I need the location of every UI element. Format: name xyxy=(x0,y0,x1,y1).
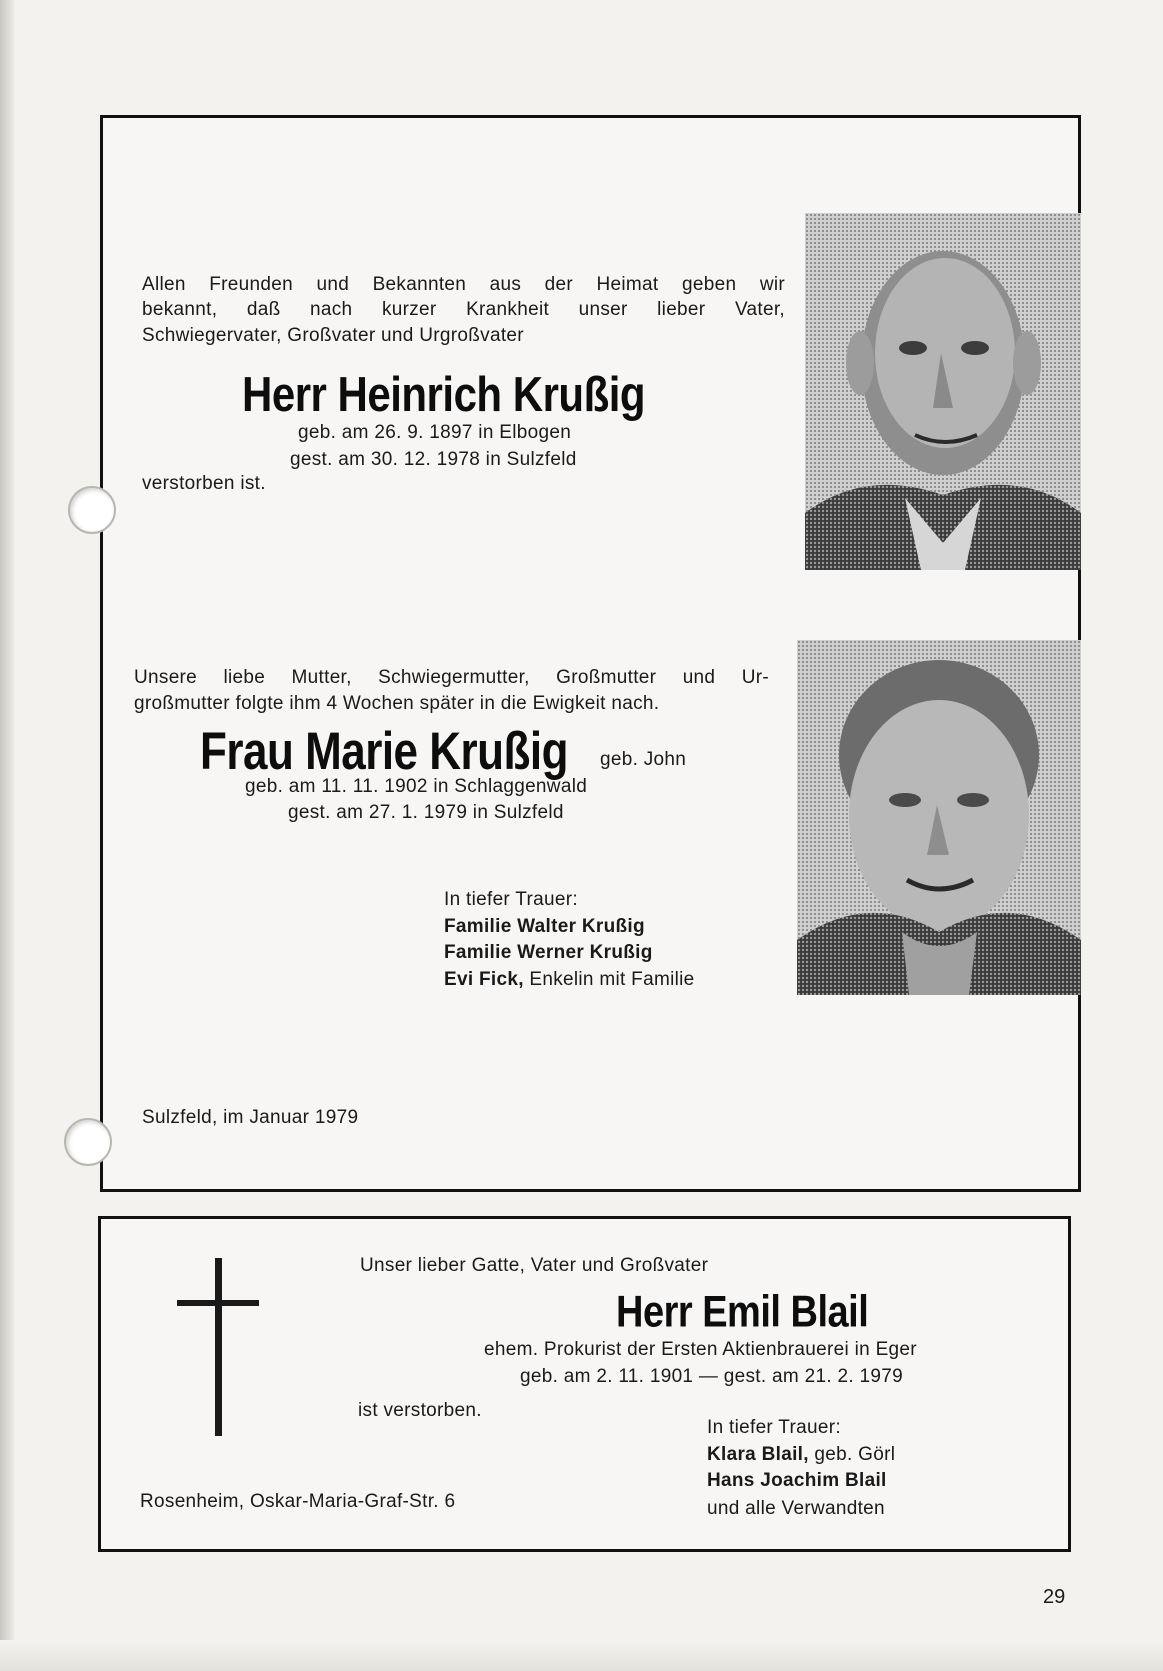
mother-intro-line-1: Unsere liebe Mutter, Schwiegermutter, Großmutter und Ur- xyxy=(134,667,769,688)
mourner-klara xyxy=(707,1443,895,1467)
death-date-marie: gest. am 27. 1. 1979 in Sulzfeld xyxy=(288,802,564,823)
page-bottom-edge xyxy=(0,1640,1163,1671)
mourner-werner: Familie Werner Krußig xyxy=(444,942,653,963)
blail-intro: Unser lieber Gatte, Vater und Großvater xyxy=(360,1255,709,1276)
deceased-name-emil: Herr Emil Blail xyxy=(616,1288,869,1337)
intro-line-1: Allen Freunden und Bekannten aus der Heimat geben wir xyxy=(142,274,785,295)
birth-date-marie: geb. am 11. 11. 1902 in Schlaggenwald xyxy=(245,776,588,797)
birth-date-heinrich: geb. am 26. 9. 1897 in Elbogen xyxy=(298,422,572,443)
punch-hole-lower xyxy=(64,1118,112,1166)
blail-occupation: ehem. Prokurist der Ersten Aktienbrauerei in Eger xyxy=(484,1339,917,1360)
deceased-name-marie: Frau Marie Krußig xyxy=(200,722,568,781)
mourner-relatives: und alle Verwandten xyxy=(707,1498,885,1519)
mourner-klara-maiden: geb. Görl xyxy=(808,1444,896,1465)
mother-intro-line-2: großmutter folgte ihm 4 Wochen später in die Ewigkeit nach. xyxy=(134,693,660,714)
closing-text-1: verstorben ist. xyxy=(142,473,266,494)
mourner-evi-name: Evi Fick, xyxy=(444,969,524,990)
intro-line-2: bekannt, daß nach kurzer Krankheit unser lieber Vater, xyxy=(142,299,785,320)
blail-dates: geb. am 2. 11. 1901 — gest. am 21. 2. 1979 xyxy=(520,1366,903,1387)
mourner-klara-name: Klara Blail, xyxy=(707,1444,809,1465)
cross-symbol xyxy=(215,1258,222,1436)
mourner-evi xyxy=(444,968,695,992)
punch-hole-upper xyxy=(68,486,116,534)
blail-address: Rosenheim, Oskar-Maria-Graf-Str. 6 xyxy=(140,1491,456,1512)
maiden-name-marie: geb. John xyxy=(600,749,687,770)
deceased-name-heinrich: Herr Heinrich Krußig xyxy=(242,366,646,422)
blail-closing: ist verstorben. xyxy=(358,1400,482,1421)
mourner-evi-relation: Enkelin mit Familie xyxy=(523,969,695,990)
mourner-walter: Familie Walter Krußig xyxy=(444,916,645,937)
page-binding-edge xyxy=(0,0,14,1671)
death-date-heinrich: gest. am 30. 12. 1978 in Sulzfeld xyxy=(290,449,577,470)
mourner-hans-joachim: Hans Joachim Blail xyxy=(707,1470,887,1491)
mourners-heading-1: In tiefer Trauer: xyxy=(444,889,578,910)
portrait-photo-heinrich xyxy=(805,213,1081,570)
place-date-sulzfeld: Sulzfeld, im Januar 1979 xyxy=(142,1107,359,1128)
cross-symbol-bar xyxy=(177,1300,259,1306)
mourners-heading-2: In tiefer Trauer: xyxy=(707,1417,841,1438)
portrait-photo-marie xyxy=(797,640,1081,995)
page-number: 29 xyxy=(1043,1586,1066,1608)
intro-line-3: Schwiegervater, Großvater und Urgroßvater xyxy=(142,325,524,346)
